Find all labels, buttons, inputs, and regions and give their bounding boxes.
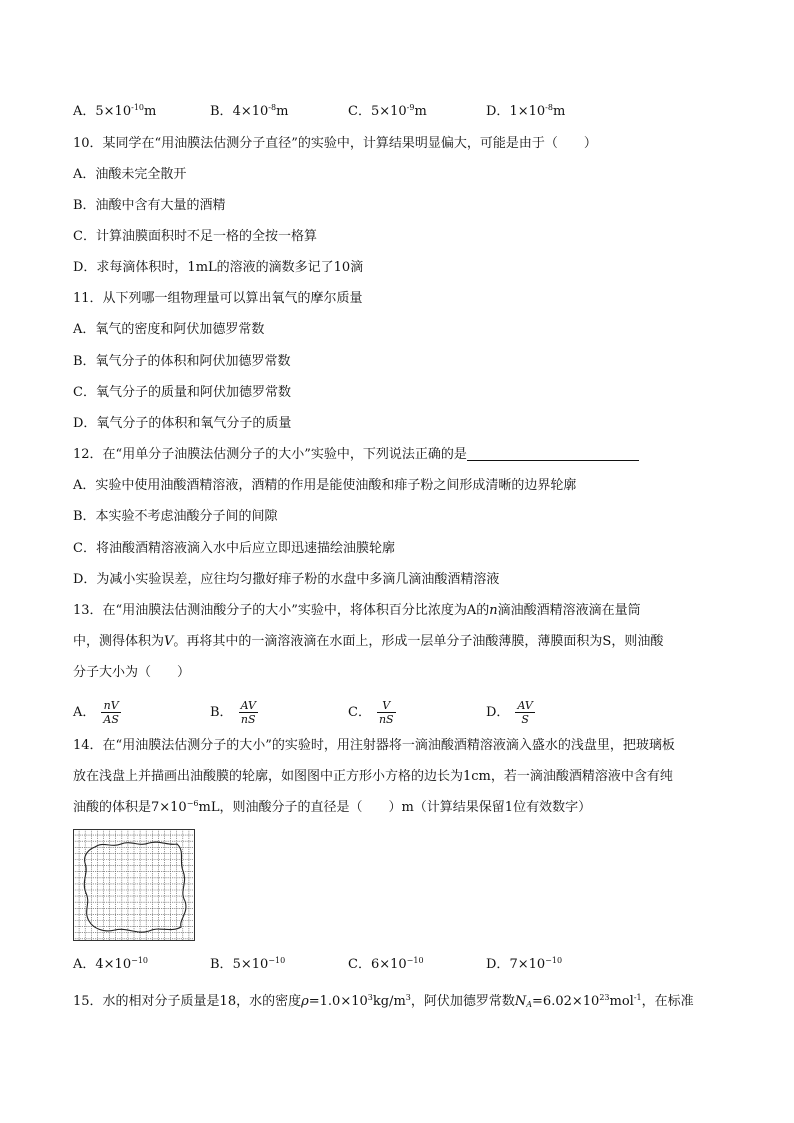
- q15-stem: 15．水的相对分子质量是18，水的密度$\rho=1.0\times 10^3kg/m^3$，阿伏加德罗常数$N_A=6.02\times 10^{23}mol^{-1}$，在标准: [73, 993, 694, 1009]
- fraction: $\frac{AV}{S}$: [517, 699, 533, 726]
- q9-option-c[interactable]: C．$5\times 10^{-9}m$: [348, 103, 427, 119]
- q9-options: [73, 102, 733, 124]
- q10-option-c[interactable]: C．计算油膜面积时不足一格的全按一格算: [73, 229, 317, 244]
- q9-option-d[interactable]: D．$1\times 10^{-8}m$: [486, 103, 566, 119]
- q9-option-a[interactable]: A．$5\times 10^{-10}m$: [73, 103, 157, 119]
- q10-option-b[interactable]: B．油酸中含有大量的酒精: [73, 198, 226, 213]
- oil-film-grid-figure: [73, 829, 195, 941]
- q13-stem-line1: 13．在“用油膜法估测油酸分子的大小”实验中，将体积百分比浓度为A的n滴油酸酒精溶液滴在量筒: [73, 603, 641, 618]
- q13-option-c[interactable]: C． $\frac{V}{nS}$: [348, 699, 394, 726]
- q11-option-c[interactable]: C．氧气分子的质量和阿伏加德罗常数: [73, 385, 291, 400]
- q13-option-b[interactable]: B． $\frac{AV}{nS}$: [210, 699, 256, 726]
- q10-stem: 10．某同学在“用油膜法估测分子直径”的实验中，计算结果明显偏大，可能是由于（ ）: [73, 136, 597, 151]
- q11-stem: 11．从下列哪一组物理量可以算出氧气的摩尔质量: [73, 291, 363, 306]
- q11-option-b[interactable]: B．氧气分子的体积和阿伏加德罗常数: [73, 354, 291, 369]
- q13-options: [73, 693, 733, 727]
- q9-option-b[interactable]: B．$4\times 10^{-8}m$: [210, 103, 289, 119]
- fraction: $\frac{V}{nS}$: [378, 699, 394, 726]
- fraction: $\frac{nV}{AS}$: [103, 699, 119, 726]
- q11-option-a[interactable]: A．氧气的密度和阿伏加德罗常数: [73, 322, 265, 337]
- q14-options: [73, 955, 733, 977]
- q12-option-c[interactable]: C．将油酸酒精溶液滴入水中后应立即迅速描绘油膜轮廓: [73, 541, 395, 556]
- q14-option-c[interactable]: C．$6\times 10^{-10}$: [348, 956, 424, 972]
- answer-blank[interactable]: [467, 446, 639, 461]
- q13-option-a[interactable]: A． $\frac{nV}{AS}$: [73, 699, 119, 726]
- q14-option-b[interactable]: B．$5\times 10^{-10}$: [210, 956, 286, 972]
- q12-option-b[interactable]: B．本实验不考虑油酸分子间的间隙: [73, 509, 278, 524]
- q10-option-d[interactable]: D．求每滴体积时，1mL的溶液的滴数多记了10滴: [73, 260, 364, 275]
- q14-stem-line3: 油酸的体积是$7\times 10^{-6}mL$，则油酸分子的直径是（ ）m（计算结果保留1位有效数字）: [73, 799, 592, 815]
- q11-option-d[interactable]: D．氧气分子的体积和氧气分子的质量: [73, 416, 292, 431]
- q13-option-d[interactable]: D． $\frac{AV}{S}$: [486, 699, 533, 726]
- q12-option-a[interactable]: A．实验中使用油酸酒精溶液，酒精的作用是能使油酸和痱子粉之间形成清晰的边界轮廓: [73, 478, 577, 493]
- q12-stem: 12．在“用单分子油膜法估测分子的大小”实验中，下列说法正确的是: [73, 446, 639, 464]
- fraction: $\frac{AV}{nS}$: [240, 699, 256, 726]
- q14-option-d[interactable]: D．$7\times 10^{-10}$: [486, 956, 563, 972]
- q10-option-a[interactable]: A．油酸未完全散开: [73, 167, 187, 182]
- q13-stem-line3: 分子大小为（ ）: [73, 665, 191, 680]
- q14-stem-line2: 放在浅盘上并描画出油酸膜的轮廓，如图图中正方形小方格的边长为1cm，若一滴油酸酒精溶液中含有纯: [73, 769, 673, 784]
- q14-stem-line1: 14．在“用油膜法估测分子的大小”的实验时，用注射器将一滴油酸酒精溶液滴入盛水的浅盘里，把玻璃板: [73, 738, 675, 753]
- q14-option-a[interactable]: A．$4\times 10^{-10}$: [73, 956, 148, 972]
- q12-option-d[interactable]: D．为减小实验误差，应往均匀撒好痱子粉的水盘中多滴几滴油酸酒精溶液: [73, 572, 500, 587]
- q13-stem-line2: 中，测得体积为V。再将其中的一滴溶液滴在水面上，形成一层单分子油酸薄膜，薄膜面积为S，则油酸: [73, 634, 664, 649]
